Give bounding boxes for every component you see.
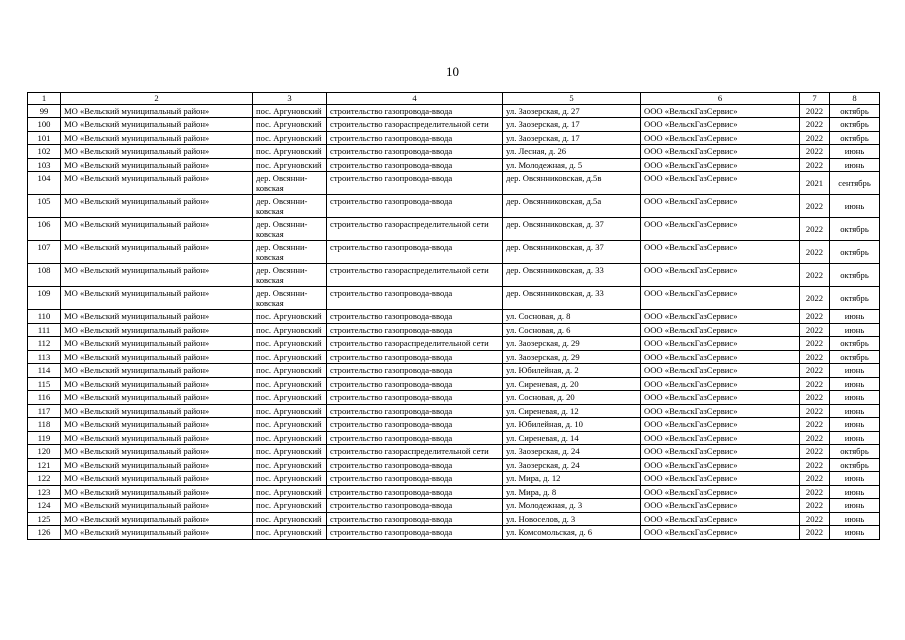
settlement-cell: пос. Аргуновский bbox=[253, 323, 327, 337]
table-row bbox=[28, 145, 880, 159]
address-cell: дер. Овсянниковская, д.5а bbox=[503, 195, 641, 218]
municipality-cell: МО «Вельский муниципальный район» bbox=[61, 172, 253, 195]
year-cell: 2022 bbox=[800, 485, 830, 499]
row-number-cell: 115 bbox=[28, 377, 61, 391]
settlement-cell: дер. Овсянни-ковская bbox=[253, 287, 327, 310]
row-number-cell: 117 bbox=[28, 404, 61, 418]
organization-cell: ООО «ВельскГазСервис» bbox=[641, 145, 800, 159]
work-type-cell: строительство газопровода-ввода bbox=[327, 104, 503, 118]
row-number-cell: 110 bbox=[28, 310, 61, 324]
address-cell: ул. Сосновая, д. 20 bbox=[503, 391, 641, 405]
column-number: 2 bbox=[61, 93, 253, 105]
table-row bbox=[28, 337, 880, 351]
row-number-cell: 118 bbox=[28, 418, 61, 432]
work-type-cell: строительство газопровода-ввода bbox=[327, 377, 503, 391]
settlement-cell: пос. Аргуновский bbox=[253, 512, 327, 526]
month-cell: июнь bbox=[830, 158, 880, 172]
table-row bbox=[28, 458, 880, 472]
work-type-cell: строительство газопровода-ввода bbox=[327, 458, 503, 472]
column-number: 6 bbox=[641, 93, 800, 105]
organization-cell: ООО «ВельскГазСервис» bbox=[641, 364, 800, 378]
year-cell: 2022 bbox=[800, 512, 830, 526]
year-cell: 2022 bbox=[800, 104, 830, 118]
table-row bbox=[28, 391, 880, 405]
organization-cell: ООО «ВельскГазСервис» bbox=[641, 241, 800, 264]
month-cell: октябрь bbox=[830, 241, 880, 264]
table-row bbox=[28, 172, 880, 195]
year-cell: 2022 bbox=[800, 445, 830, 459]
municipality-cell: МО «Вельский муниципальный район» bbox=[61, 445, 253, 459]
row-number-cell: 116 bbox=[28, 391, 61, 405]
municipality-cell: МО «Вельский муниципальный район» bbox=[61, 241, 253, 264]
table-row bbox=[28, 431, 880, 445]
table-row bbox=[28, 104, 880, 118]
year-cell: 2022 bbox=[800, 431, 830, 445]
row-number-cell: 109 bbox=[28, 287, 61, 310]
settlement-cell: пос. Аргуновский bbox=[253, 418, 327, 432]
month-cell: октябрь bbox=[830, 118, 880, 132]
row-number-cell: 121 bbox=[28, 458, 61, 472]
row-number-cell: 104 bbox=[28, 172, 61, 195]
column-number: 4 bbox=[327, 93, 503, 105]
table-row bbox=[28, 377, 880, 391]
municipality-cell: МО «Вельский муниципальный район» bbox=[61, 485, 253, 499]
year-cell: 2022 bbox=[800, 377, 830, 391]
table-row bbox=[28, 364, 880, 378]
table-row bbox=[28, 512, 880, 526]
address-cell: ул. Заозерская, д. 29 bbox=[503, 350, 641, 364]
municipality-cell: МО «Вельский муниципальный район» bbox=[61, 404, 253, 418]
address-cell: ул. Заозерская, д. 17 bbox=[503, 118, 641, 132]
organization-cell: ООО «ВельскГазСервис» bbox=[641, 337, 800, 351]
settlement-cell: дер. Овсянни-ковская bbox=[253, 172, 327, 195]
municipality-cell: МО «Вельский муниципальный район» bbox=[61, 472, 253, 486]
month-cell: октябрь bbox=[830, 264, 880, 287]
work-type-cell: строительство газопровода-ввода bbox=[327, 431, 503, 445]
settlement-cell: пос. Аргуновский bbox=[253, 118, 327, 132]
address-cell: ул. Заозерская, д. 27 bbox=[503, 104, 641, 118]
address-cell: ул. Сиреневая, д. 12 bbox=[503, 404, 641, 418]
row-number-cell: 106 bbox=[28, 218, 61, 241]
settlement-cell: пос. Аргуновский bbox=[253, 458, 327, 472]
month-cell: июнь bbox=[830, 499, 880, 513]
year-cell: 2022 bbox=[800, 458, 830, 472]
work-type-cell: строительство газопровода-ввода bbox=[327, 145, 503, 159]
work-type-cell: строительство газопровода-ввода bbox=[327, 499, 503, 513]
address-cell: ул. Молодежная, д. 3 bbox=[503, 499, 641, 513]
work-type-cell: строительство газопровода-ввода bbox=[327, 350, 503, 364]
address-cell: ул. Заозерская, д. 24 bbox=[503, 458, 641, 472]
organization-cell: ООО «ВельскГазСервис» bbox=[641, 445, 800, 459]
table-row bbox=[28, 485, 880, 499]
settlement-cell: пос. Аргуновский bbox=[253, 131, 327, 145]
settlement-cell: пос. Аргуновский bbox=[253, 445, 327, 459]
municipality-cell: МО «Вельский муниципальный район» bbox=[61, 350, 253, 364]
month-cell: октябрь bbox=[830, 287, 880, 310]
organization-cell: ООО «ВельскГазСервис» bbox=[641, 472, 800, 486]
settlement-cell: пос. Аргуновский bbox=[253, 104, 327, 118]
settlement-cell: пос. Аргуновский bbox=[253, 310, 327, 324]
settlement-cell: пос. Аргуновский bbox=[253, 526, 327, 540]
address-cell: ул. Комсомольская, д. 6 bbox=[503, 526, 641, 540]
column-number: 3 bbox=[253, 93, 327, 105]
work-type-cell: строительство газораспределительной сети bbox=[327, 118, 503, 132]
settlement-cell: пос. Аргуновский bbox=[253, 404, 327, 418]
month-cell: октябрь bbox=[830, 337, 880, 351]
month-cell: июнь bbox=[830, 145, 880, 159]
work-type-cell: строительство газопровода-ввода bbox=[327, 131, 503, 145]
row-number-cell: 123 bbox=[28, 485, 61, 499]
year-cell: 2022 bbox=[800, 364, 830, 378]
municipality-cell: МО «Вельский муниципальный район» bbox=[61, 526, 253, 540]
table-row bbox=[28, 131, 880, 145]
municipality-cell: МО «Вельский муниципальный район» bbox=[61, 512, 253, 526]
organization-cell: ООО «ВельскГазСервис» bbox=[641, 104, 800, 118]
table-row bbox=[28, 287, 880, 310]
organization-cell: ООО «ВельскГазСервис» bbox=[641, 218, 800, 241]
organization-cell: ООО «ВельскГазСервис» bbox=[641, 526, 800, 540]
year-cell: 2022 bbox=[800, 264, 830, 287]
row-number-cell: 122 bbox=[28, 472, 61, 486]
work-type-cell: строительство газопровода-ввода bbox=[327, 418, 503, 432]
settlement-cell: пос. Аргуновский bbox=[253, 337, 327, 351]
row-number-cell: 125 bbox=[28, 512, 61, 526]
month-cell: июнь bbox=[830, 404, 880, 418]
table-row bbox=[28, 264, 880, 287]
work-type-cell: строительство газораспределительной сети bbox=[327, 445, 503, 459]
municipality-cell: МО «Вельский муниципальный район» bbox=[61, 499, 253, 513]
table-row bbox=[28, 195, 880, 218]
table-row bbox=[28, 472, 880, 486]
settlement-cell: пос. Аргуновский bbox=[253, 431, 327, 445]
work-type-cell: строительство газопровода-ввода bbox=[327, 287, 503, 310]
work-type-cell: строительство газораспределительной сети bbox=[327, 264, 503, 287]
column-number: 1 bbox=[28, 93, 61, 105]
settlement-cell: пос. Аргуновский bbox=[253, 472, 327, 486]
organization-cell: ООО «ВельскГазСервис» bbox=[641, 118, 800, 132]
settlement-cell: пос. Аргуновский bbox=[253, 391, 327, 405]
month-cell: октябрь bbox=[830, 458, 880, 472]
row-number-cell: 99 bbox=[28, 104, 61, 118]
year-cell: 2022 bbox=[800, 337, 830, 351]
month-cell: октябрь bbox=[830, 104, 880, 118]
month-cell: октябрь bbox=[830, 445, 880, 459]
work-type-cell: строительство газопровода-ввода bbox=[327, 391, 503, 405]
address-cell: ул. Юбилейная, д. 10 bbox=[503, 418, 641, 432]
settlement-cell: пос. Аргуновский bbox=[253, 364, 327, 378]
month-cell: июнь bbox=[830, 323, 880, 337]
address-cell: дер. Овсянниковская, д.5в bbox=[503, 172, 641, 195]
row-number-cell: 113 bbox=[28, 350, 61, 364]
organization-cell: ООО «ВельскГазСервис» bbox=[641, 377, 800, 391]
settlement-cell: пос. Аргуновский bbox=[253, 485, 327, 499]
month-cell: октябрь bbox=[830, 218, 880, 241]
work-type-cell: строительство газопровода-ввода bbox=[327, 364, 503, 378]
row-number-cell: 103 bbox=[28, 158, 61, 172]
settlement-cell: пос. Аргуновский bbox=[253, 158, 327, 172]
year-cell: 2022 bbox=[800, 472, 830, 486]
month-cell: июнь bbox=[830, 526, 880, 540]
municipality-cell: МО «Вельский муниципальный район» bbox=[61, 458, 253, 472]
row-number-cell: 119 bbox=[28, 431, 61, 445]
column-number: 8 bbox=[830, 93, 880, 105]
address-cell: ул. Лесная, д. 26 bbox=[503, 145, 641, 159]
municipality-cell: МО «Вельский муниципальный район» bbox=[61, 195, 253, 218]
municipality-cell: МО «Вельский муниципальный район» bbox=[61, 337, 253, 351]
settlement-cell: пос. Аргуновский bbox=[253, 350, 327, 364]
address-cell: ул. Сиреневая, д. 20 bbox=[503, 377, 641, 391]
row-number-cell: 112 bbox=[28, 337, 61, 351]
organization-cell: ООО «ВельскГазСервис» bbox=[641, 310, 800, 324]
address-cell: ул. Сосновая, д. 6 bbox=[503, 323, 641, 337]
organization-cell: ООО «ВельскГазСервис» bbox=[641, 131, 800, 145]
settlement-cell: дер. Овсянни-ковская bbox=[253, 241, 327, 264]
table-row bbox=[28, 499, 880, 513]
municipality-cell: МО «Вельский муниципальный район» bbox=[61, 287, 253, 310]
month-cell: июнь bbox=[830, 377, 880, 391]
work-type-cell: строительство газопровода-ввода bbox=[327, 485, 503, 499]
address-cell: дер. Овсянниковская, д. 37 bbox=[503, 218, 641, 241]
table-row bbox=[28, 158, 880, 172]
municipality-cell: МО «Вельский муниципальный район» bbox=[61, 131, 253, 145]
municipality-cell: МО «Вельский муниципальный район» bbox=[61, 431, 253, 445]
month-cell: октябрь bbox=[830, 350, 880, 364]
month-cell: июнь bbox=[830, 431, 880, 445]
settlement-cell: дер. Овсянни-ковская bbox=[253, 218, 327, 241]
organization-cell: ООО «ВельскГазСервис» bbox=[641, 418, 800, 432]
year-cell: 2022 bbox=[800, 118, 830, 132]
municipality-cell: МО «Вельский муниципальный район» bbox=[61, 218, 253, 241]
row-number-cell: 114 bbox=[28, 364, 61, 378]
table-row bbox=[28, 241, 880, 264]
table-row bbox=[28, 323, 880, 337]
month-cell: октябрь bbox=[830, 131, 880, 145]
year-cell: 2022 bbox=[800, 404, 830, 418]
year-cell: 2022 bbox=[800, 241, 830, 264]
year-cell: 2022 bbox=[800, 499, 830, 513]
year-cell: 2022 bbox=[800, 310, 830, 324]
organization-cell: ООО «ВельскГазСервис» bbox=[641, 158, 800, 172]
registry-table bbox=[27, 92, 880, 540]
year-cell: 2022 bbox=[800, 350, 830, 364]
municipality-cell: МО «Вельский муниципальный район» bbox=[61, 158, 253, 172]
table-row bbox=[28, 350, 880, 364]
row-number-cell: 111 bbox=[28, 323, 61, 337]
organization-cell: ООО «ВельскГазСервис» bbox=[641, 431, 800, 445]
municipality-cell: МО «Вельский муниципальный район» bbox=[61, 364, 253, 378]
year-cell: 2022 bbox=[800, 158, 830, 172]
organization-cell: ООО «ВельскГазСервис» bbox=[641, 391, 800, 405]
work-type-cell: строительство газопровода-ввода bbox=[327, 323, 503, 337]
organization-cell: ООО «ВельскГазСервис» bbox=[641, 512, 800, 526]
municipality-cell: МО «Вельский муниципальный район» bbox=[61, 118, 253, 132]
address-cell: дер. Овсянниковская, д. 37 bbox=[503, 241, 641, 264]
month-cell: июнь bbox=[830, 310, 880, 324]
year-cell: 2022 bbox=[800, 287, 830, 310]
month-cell: июнь bbox=[830, 485, 880, 499]
row-number-cell: 124 bbox=[28, 499, 61, 513]
table-row bbox=[28, 404, 880, 418]
work-type-cell: строительство газопровода-ввода bbox=[327, 310, 503, 324]
organization-cell: ООО «ВельскГазСервис» bbox=[641, 287, 800, 310]
month-cell: июнь bbox=[830, 512, 880, 526]
organization-cell: ООО «ВельскГазСервис» bbox=[641, 404, 800, 418]
month-cell: сентябрь bbox=[830, 172, 880, 195]
organization-cell: ООО «ВельскГазСервис» bbox=[641, 499, 800, 513]
work-type-cell: строительство газопровода-ввода bbox=[327, 526, 503, 540]
row-number-cell: 126 bbox=[28, 526, 61, 540]
organization-cell: ООО «ВельскГазСервис» bbox=[641, 172, 800, 195]
settlement-cell: пос. Аргуновский bbox=[253, 145, 327, 159]
municipality-cell: МО «Вельский муниципальный район» bbox=[61, 264, 253, 287]
municipality-cell: МО «Вельский муниципальный район» bbox=[61, 377, 253, 391]
month-cell: июнь bbox=[830, 391, 880, 405]
table-body bbox=[28, 104, 880, 539]
table-row bbox=[28, 445, 880, 459]
year-cell: 2022 bbox=[800, 526, 830, 540]
year-cell: 2022 bbox=[800, 195, 830, 218]
address-cell: ул. Заозерская, д. 24 bbox=[503, 445, 641, 459]
table-row bbox=[28, 310, 880, 324]
row-number-cell: 108 bbox=[28, 264, 61, 287]
month-cell: июнь bbox=[830, 418, 880, 432]
year-cell: 2022 bbox=[800, 131, 830, 145]
address-cell: дер. Овсянниковская, д. 33 bbox=[503, 287, 641, 310]
organization-cell: ООО «ВельскГазСервис» bbox=[641, 458, 800, 472]
address-cell: ул. Юбилейная, д. 2 bbox=[503, 364, 641, 378]
table-row bbox=[28, 118, 880, 132]
column-number: 5 bbox=[503, 93, 641, 105]
row-number-cell: 101 bbox=[28, 131, 61, 145]
year-cell: 2022 bbox=[800, 418, 830, 432]
settlement-cell: пос. Аргуновский bbox=[253, 499, 327, 513]
address-cell: ул. Заозерская, д. 29 bbox=[503, 337, 641, 351]
page-number: 10 bbox=[446, 64, 459, 79]
column-number: 7 bbox=[800, 93, 830, 105]
row-number-cell: 120 bbox=[28, 445, 61, 459]
municipality-cell: МО «Вельский муниципальный район» bbox=[61, 104, 253, 118]
column-number-row bbox=[28, 93, 880, 105]
settlement-cell: дер. Овсянни-ковская bbox=[253, 195, 327, 218]
year-cell: 2022 bbox=[800, 323, 830, 337]
work-type-cell: строительство газопровода-ввода bbox=[327, 172, 503, 195]
address-cell: ул. Мира, д. 12 bbox=[503, 472, 641, 486]
address-cell: ул. Мира, д. 8 bbox=[503, 485, 641, 499]
address-cell: ул. Сосновая, д. 8 bbox=[503, 310, 641, 324]
table-row bbox=[28, 418, 880, 432]
work-type-cell: строительство газопровода-ввода bbox=[327, 472, 503, 486]
month-cell: июнь bbox=[830, 472, 880, 486]
table-row bbox=[28, 218, 880, 241]
address-cell: ул. Сиреневая, д. 14 bbox=[503, 431, 641, 445]
organization-cell: ООО «ВельскГазСервис» bbox=[641, 350, 800, 364]
organization-cell: ООО «ВельскГазСервис» bbox=[641, 264, 800, 287]
year-cell: 2022 bbox=[800, 218, 830, 241]
work-type-cell: строительство газопровода-ввода bbox=[327, 512, 503, 526]
row-number-cell: 100 bbox=[28, 118, 61, 132]
organization-cell: ООО «ВельскГазСервис» bbox=[641, 195, 800, 218]
municipality-cell: МО «Вельский муниципальный район» bbox=[61, 391, 253, 405]
address-cell: ул. Новоселов, д. 3 bbox=[503, 512, 641, 526]
organization-cell: ООО «ВельскГазСервис» bbox=[641, 323, 800, 337]
table-row bbox=[28, 526, 880, 540]
work-type-cell: строительство газораспределительной сети bbox=[327, 337, 503, 351]
month-cell: июнь bbox=[830, 195, 880, 218]
address-cell: ул. Молодежная, д. 5 bbox=[503, 158, 641, 172]
month-cell: июнь bbox=[830, 364, 880, 378]
year-cell: 2022 bbox=[800, 391, 830, 405]
row-number-cell: 105 bbox=[28, 195, 61, 218]
municipality-cell: МО «Вельский муниципальный район» bbox=[61, 310, 253, 324]
row-number-cell: 102 bbox=[28, 145, 61, 159]
address-cell: дер. Овсянниковская, д. 33 bbox=[503, 264, 641, 287]
municipality-cell: МО «Вельский муниципальный район» bbox=[61, 323, 253, 337]
work-type-cell: строительство газопровода-ввода bbox=[327, 404, 503, 418]
work-type-cell: строительство газопровода-ввода bbox=[327, 195, 503, 218]
work-type-cell: строительство газопровода-ввода bbox=[327, 241, 503, 264]
settlement-cell: дер. Овсянни-ковская bbox=[253, 264, 327, 287]
municipality-cell: МО «Вельский муниципальный район» bbox=[61, 145, 253, 159]
settlement-cell: пос. Аргуновский bbox=[253, 377, 327, 391]
work-type-cell: строительство газопровода-ввода bbox=[327, 158, 503, 172]
year-cell: 2022 bbox=[800, 145, 830, 159]
municipality-cell: МО «Вельский муниципальный район» bbox=[61, 418, 253, 432]
row-number-cell: 107 bbox=[28, 241, 61, 264]
work-type-cell: строительство газораспределительной сети bbox=[327, 218, 503, 241]
year-cell: 2021 bbox=[800, 172, 830, 195]
address-cell: ул. Заозерская, д. 17 bbox=[503, 131, 641, 145]
organization-cell: ООО «ВельскГазСервис» bbox=[641, 485, 800, 499]
